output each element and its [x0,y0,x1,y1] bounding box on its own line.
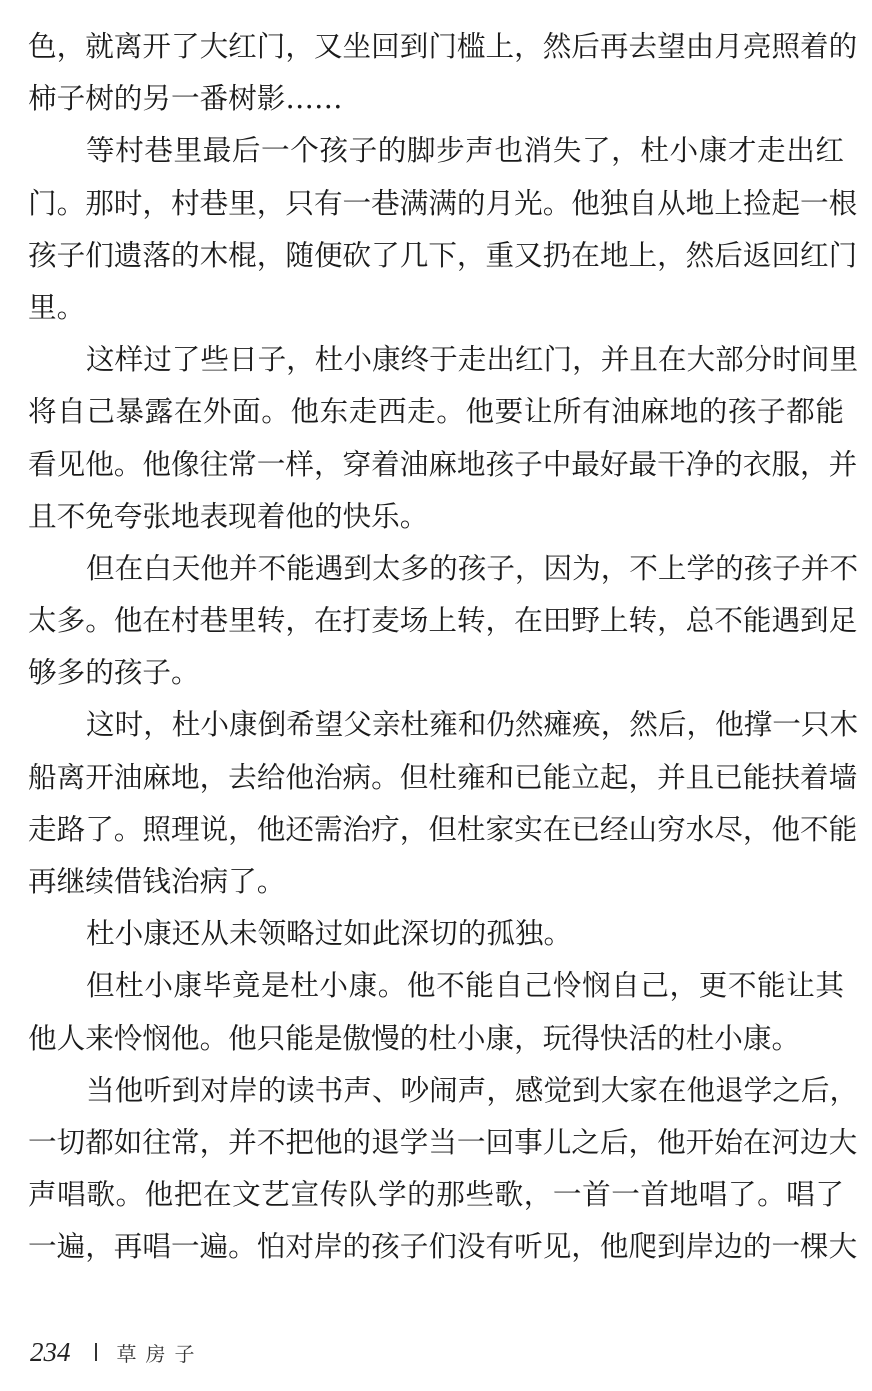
page-body [28,20,859,1273]
text-line: 但在白天他并不能遇到太多的孩子，因为，不上学的孩子并不 [86,550,859,585]
book-title: 草房子 [116,1341,204,1366]
text-line: 声唱歌。他把在文艺宣传队学的那些歌，一首一首地唱了。唱了 [28,1177,844,1212]
text-line: 里。 [28,289,86,324]
footer-divider [95,1343,97,1361]
paragraph [28,907,844,959]
text-line: 等村巷里最后一个孩子的脚步声也消失了，杜小康才走出红 [86,133,844,168]
text-line: 一遍，再唱一遍。怕对岸的孩子们没有听见，他爬到岸边的一棵大 [28,1229,858,1264]
text-line: 船离开油麻地，去给他治病。但杜雍和已能立起，并且已能扶着墙 [28,759,858,794]
paragraph [28,959,844,1063]
paragraph [28,124,858,333]
text-line: 够多的孩子。 [28,655,200,690]
text-line: 孩子们遗落的木棍，随便砍了几下，重又扔在地上，然后返回红门 [28,237,858,272]
text-line: 一切都如往常，并不把他的退学当一回事儿之后，他开始在河边大 [28,1124,858,1159]
paragraph [28,20,858,124]
text-line: 看见他。他像往常一样，穿着油麻地孩子中最好最干净的衣服，并 [28,446,858,481]
text-line: 且不免夸张地表现着他的快乐。 [28,498,429,533]
text-line: 再继续借钱治病了。 [28,864,286,898]
text-line: 杜小康还从未领略过如此深切的孤独。 [86,916,573,951]
page-footer [30,1334,204,1370]
paragraph [28,333,859,542]
text-line: 他人来怜悯他。他只能是傲慢的杜小康，玩得快活的杜小康。 [28,1020,801,1055]
page-number: 234 [30,1336,71,1367]
text-line: 门。那时，村巷里，只有一巷满满的月光。他独自从地上捡起一根 [28,185,858,220]
text-line: 色，就离开了大红门，又坐回到门槛上，然后再去望由月亮照着的 [28,29,858,63]
paragraph [28,1064,859,1273]
paragraph [28,542,859,699]
text-line: 柿子树的另一番树影…… [28,81,343,116]
text-line: 将自己暴露在外面。他东走西走。他要让所有油麻地的孩子都能 [28,394,844,429]
text-line: 走路了。照理说，他还需治疗，但杜家实在已经山穷水尽，他不能 [28,811,858,846]
paragraph [28,698,859,907]
text-line: 当他听到对岸的读书声、吵闹声，感觉到大家在他退学之后， [86,1072,859,1107]
text-line: 这样过了些日子，杜小康终于走出红门，并且在大部分时间里 [86,342,859,377]
text-line: 这时，杜小康倒希望父亲杜雍和仍然瘫痪，然后，他撑一只木 [86,707,859,742]
text-line: 但杜小康毕竟是杜小康。他不能自己怜悯自己，更不能让其 [86,968,844,1003]
text-line: 太多。他在村巷里转，在打麦场上转，在田野上转，总不能遇到足 [28,603,858,638]
